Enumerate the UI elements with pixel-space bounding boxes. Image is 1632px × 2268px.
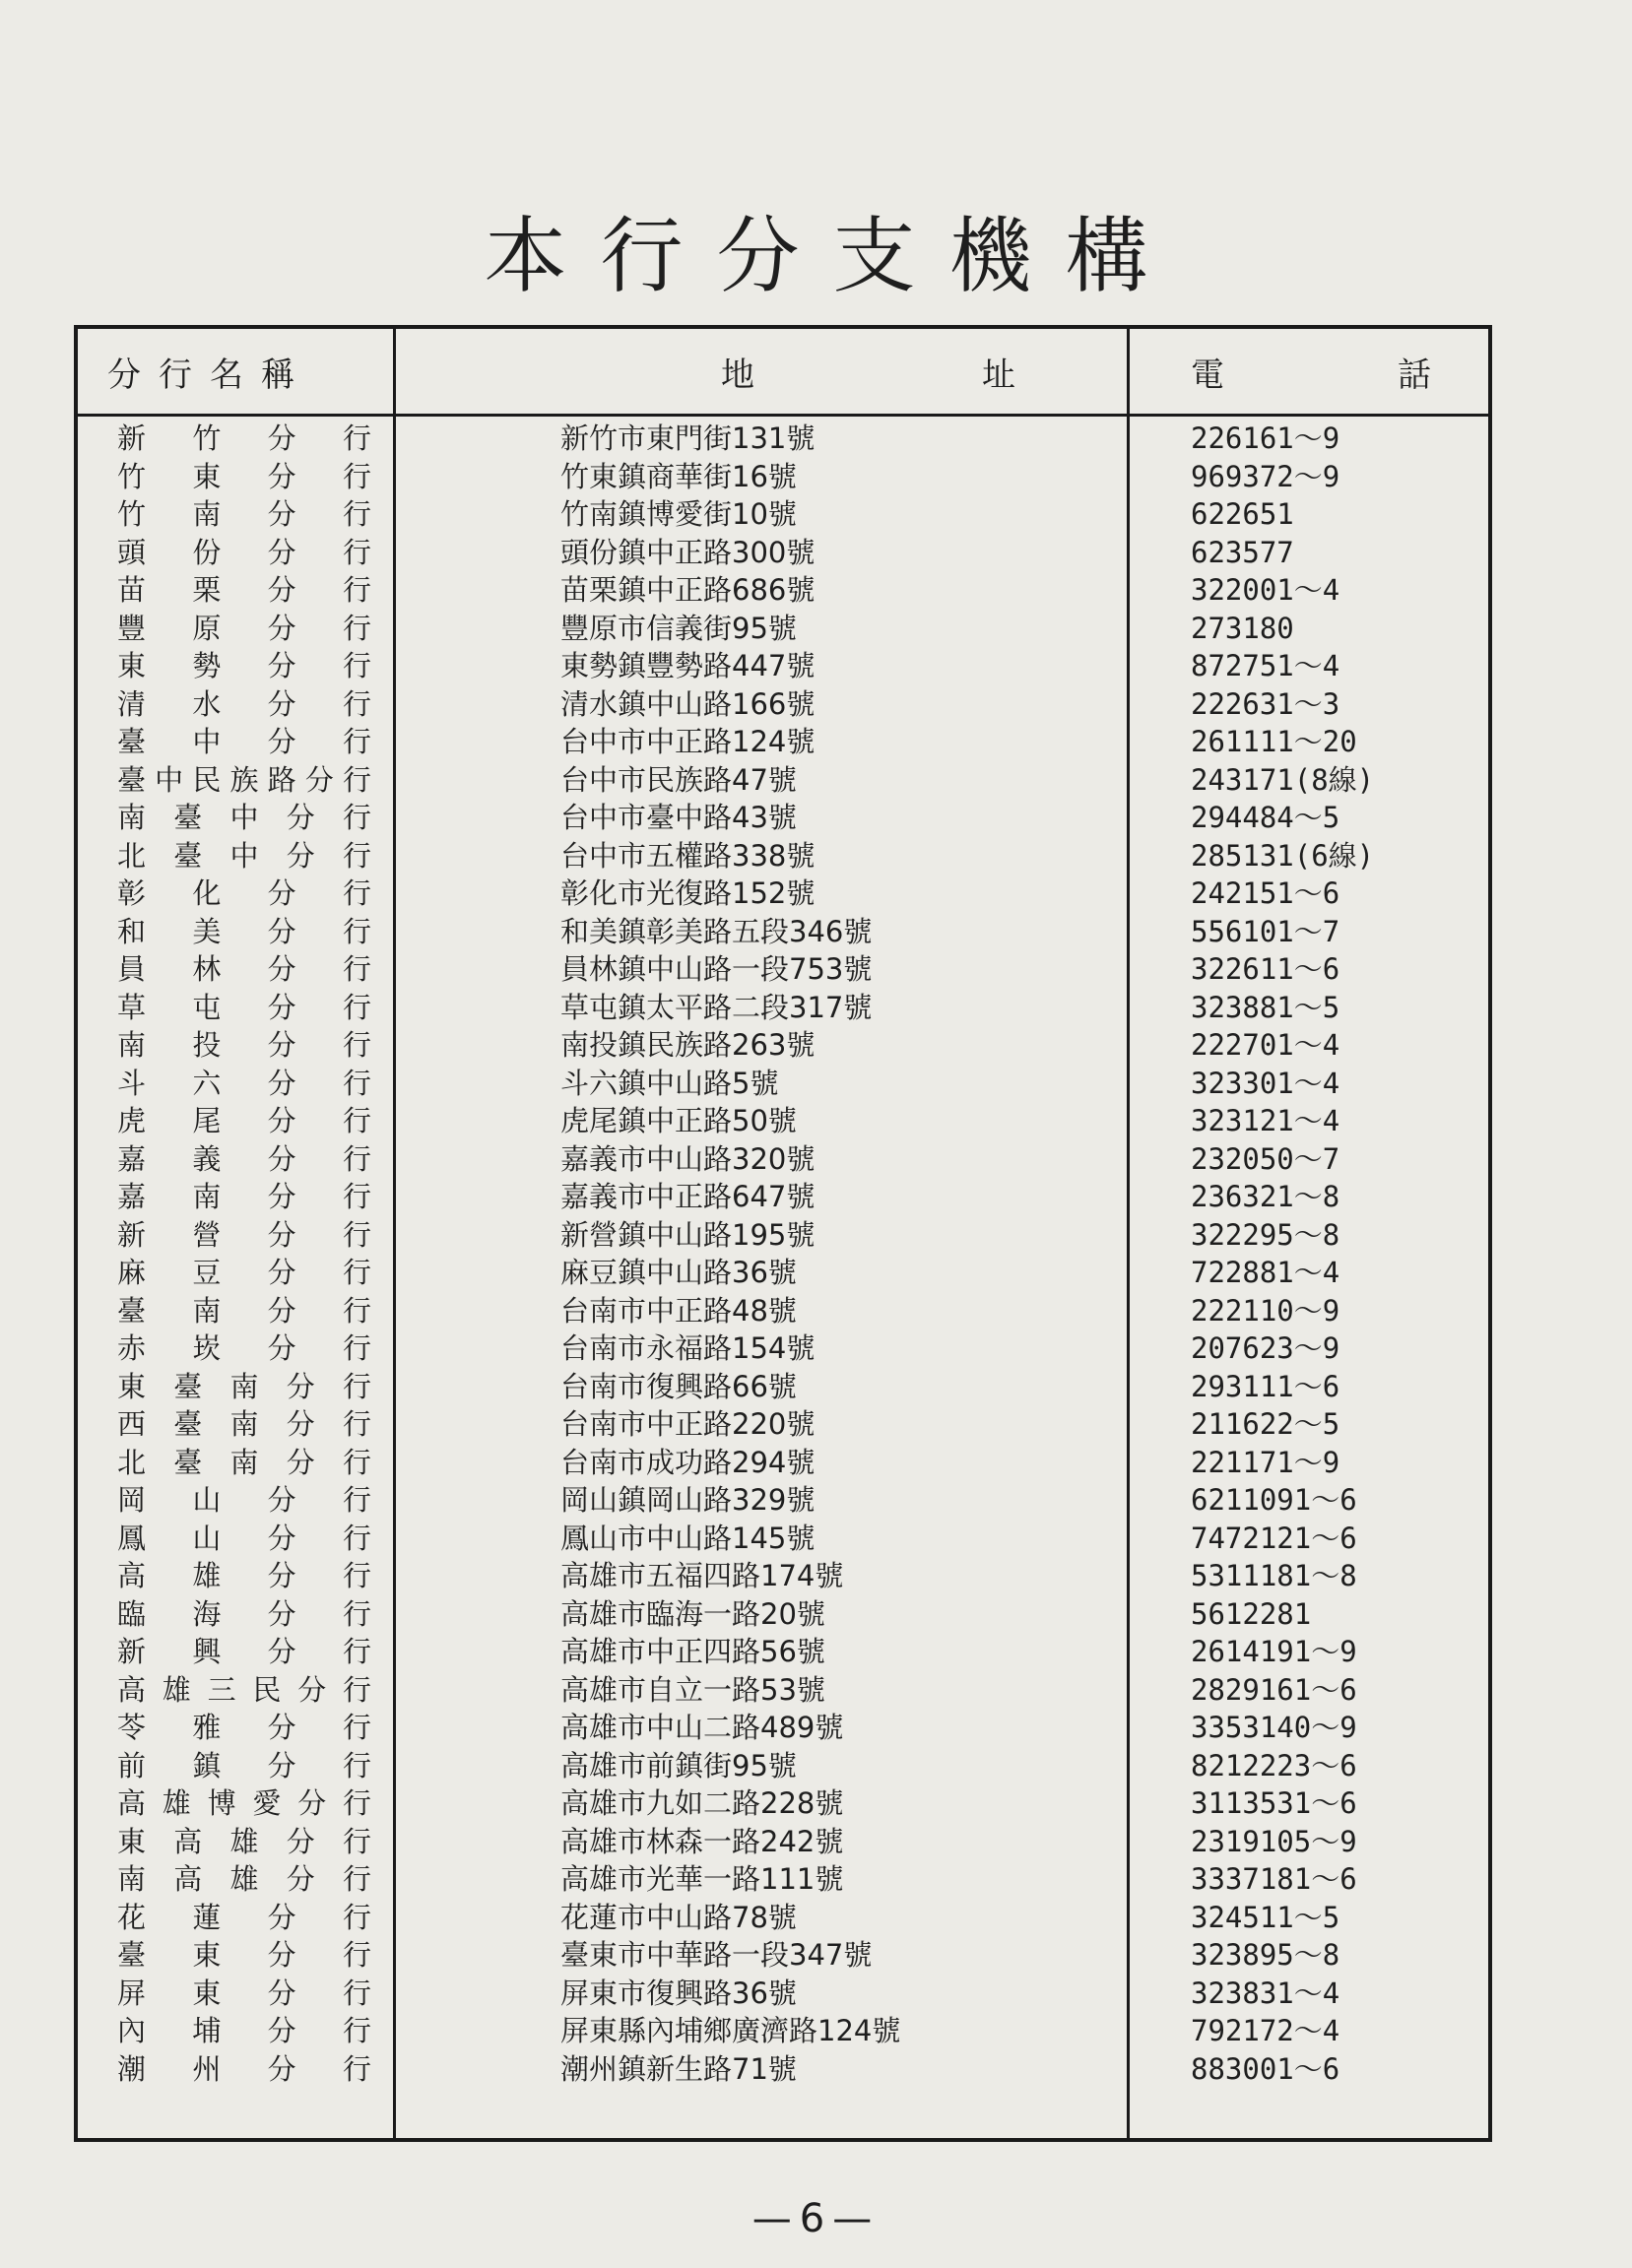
branch-name: 竹南分行: [117, 497, 371, 531]
branch-phone: 722881～4: [1191, 1256, 1340, 1289]
branch-phone: 207623～9: [1191, 1331, 1340, 1365]
branch-name: 鳳山分行: [117, 1521, 371, 1555]
table-row: [78, 1520, 1488, 1558]
branch-name: 內埔分行: [117, 2014, 371, 2047]
table-row: [78, 875, 1488, 913]
header-address: [396, 351, 1127, 400]
branch-address: 苗栗鎮中正路686號: [560, 573, 816, 607]
branch-address: 岡山鎮岡山路329號: [560, 1483, 816, 1517]
table-row: [78, 1026, 1488, 1065]
branch-name: 岡山分行: [117, 1483, 371, 1517]
branch-phone: 243171(8線): [1191, 762, 1375, 797]
table-row: [78, 458, 1488, 496]
branch-name: 東高雄分行: [117, 1824, 371, 1858]
branch-phone: 2614191～9: [1191, 1635, 1357, 1668]
branch-phone: 322295～8: [1191, 1217, 1340, 1252]
branch-address: 嘉義市中正路647號: [560, 1180, 816, 1213]
branch-address: 麻豆鎮中山路36號: [560, 1256, 797, 1289]
branch-address: 高雄市中正四路56號: [560, 1635, 825, 1668]
branch-table: [74, 325, 1492, 2142]
table-row: [78, 1633, 1488, 1671]
branch-phone: 2319105～9: [1191, 1824, 1357, 1858]
branch-phone: 872751～4: [1191, 649, 1340, 682]
branch-address: 新竹市東門街131號: [560, 421, 816, 455]
branch-name: 臺中分行: [117, 725, 371, 758]
header-divider: [78, 414, 1488, 417]
branch-address: 台中市民族路47號: [560, 762, 797, 797]
branch-phone: 293111～6: [1191, 1369, 1340, 1403]
branch-name: 東勢分行: [117, 649, 371, 682]
table-row: [78, 1557, 1488, 1595]
branch-name: 頭份分行: [117, 535, 371, 569]
branch-phone: 322611～6: [1191, 952, 1340, 986]
branch-phone: 3337181～6: [1191, 1862, 1357, 1896]
branch-address: 斗六鎮中山路5號: [560, 1066, 779, 1100]
branch-name: 北臺南分行: [117, 1445, 371, 1479]
table-row: [78, 1784, 1488, 1823]
branch-address: 潮州鎮新生路71號: [560, 2051, 797, 2086]
branch-phone: 323895～8: [1191, 1938, 1340, 1972]
branch-name: 新竹分行: [117, 421, 371, 455]
branch-address: 屏東縣內埔鄉廣濟路124號: [560, 2014, 901, 2047]
branch-phone: 285131(6線): [1191, 838, 1375, 873]
branch-address: 高雄市中山二路489號: [560, 1711, 844, 1744]
branch-phone: 622651: [1191, 497, 1294, 531]
branch-name: 南高雄分行: [117, 1862, 371, 1896]
branch-address: 虎尾鎮中正路50號: [560, 1104, 797, 1137]
table-row: [78, 2012, 1488, 2050]
table-row: [78, 1178, 1488, 1216]
branch-address: 高雄市九如二路228號: [560, 1786, 844, 1820]
branch-phone: 7472121～6: [1191, 1521, 1357, 1555]
table-row: [78, 420, 1488, 458]
branch-name: 南臺中分行: [117, 801, 371, 834]
header-phone: [1130, 351, 1492, 400]
table-row: [78, 495, 1488, 534]
branch-name: 草屯分行: [117, 990, 371, 1024]
branch-address: 高雄市光華一路111號: [560, 1862, 844, 1896]
table-row: [78, 913, 1488, 951]
page-title: 本行分支機構: [484, 208, 1182, 304]
branch-address: 高雄市五福四路174號: [560, 1559, 844, 1592]
branch-name: 北臺中分行: [117, 838, 371, 873]
branch-phone: 324511～5: [1191, 1900, 1340, 1934]
branch-phone: 3113531～6: [1191, 1786, 1357, 1820]
table-row: [78, 1254, 1488, 1292]
branch-phone: 322001～4: [1191, 573, 1340, 607]
branch-address: 臺東市中華路一段347號: [560, 1938, 873, 1972]
branch-name: 嘉義分行: [117, 1141, 371, 1176]
table-row: [78, 1595, 1488, 1634]
branch-name: 和美分行: [117, 914, 371, 948]
branch-address: 竹南鎮博愛街10號: [560, 497, 797, 531]
branch-phone: 222631～3: [1191, 686, 1340, 721]
branch-address: 高雄市臨海一路20號: [560, 1596, 825, 1631]
branch-phone: 242151～6: [1191, 876, 1340, 910]
branch-name: 麻豆分行: [117, 1256, 371, 1289]
branch-name: 彰化分行: [117, 876, 371, 910]
branch-name: 西臺南分行: [117, 1407, 371, 1441]
branch-address: 嘉義市中山路320號: [560, 1141, 816, 1176]
branch-name: 東臺南分行: [117, 1369, 371, 1403]
table-row: [78, 1405, 1488, 1444]
branch-name: 高雄博愛分行: [117, 1786, 371, 1820]
branch-phone: 294484～5: [1191, 801, 1340, 834]
table-row: [78, 1823, 1488, 1861]
branch-name: 南投分行: [117, 1028, 371, 1062]
table-row: [78, 1292, 1488, 1330]
table-row: [78, 1747, 1488, 1785]
table-row: [78, 799, 1488, 837]
branch-name: 屏東分行: [117, 1976, 371, 2010]
table-row: [78, 534, 1488, 572]
branch-phone: 2829161～6: [1191, 1672, 1357, 1707]
table-row: [78, 1368, 1488, 1406]
branch-phone: 5311181～8: [1191, 1559, 1357, 1592]
branch-name: 臺中民族路分行: [117, 762, 371, 797]
branch-phone: 323881～5: [1191, 990, 1340, 1024]
table-row: [78, 1444, 1488, 1482]
table-row: [78, 1975, 1488, 2013]
table-row: [78, 1140, 1488, 1179]
branch-name: 嘉南分行: [117, 1180, 371, 1213]
branch-name: 花蓮分行: [117, 1900, 371, 1934]
branch-phone: 323121～4: [1191, 1104, 1340, 1137]
branch-address: 花蓮市中山路78號: [560, 1900, 797, 1934]
table-row: [78, 610, 1488, 648]
branch-address: 彰化市光復路152號: [560, 876, 816, 910]
branch-name: 臺南分行: [117, 1293, 371, 1328]
header-phone-char-1: 電: [1191, 356, 1224, 395]
table-row: [78, 1671, 1488, 1710]
branch-address: 竹東鎮商華街16號: [560, 459, 797, 493]
branch-address: 台南市永福路154號: [560, 1331, 816, 1365]
table-row: [78, 989, 1488, 1027]
branch-address: 台南市中正路220號: [560, 1407, 816, 1441]
branch-phone: 6211091～6: [1191, 1483, 1357, 1517]
branch-address: 南投鎮民族路263號: [560, 1028, 816, 1062]
branch-phone: 969372～9: [1191, 459, 1340, 493]
branch-name: 苓雅分行: [117, 1711, 371, 1744]
branch-phone: 211622～5: [1191, 1407, 1340, 1441]
branch-phone: 623577: [1191, 535, 1294, 569]
branch-phone: 222701～4: [1191, 1028, 1340, 1062]
branch-name: 前鎮分行: [117, 1748, 371, 1782]
branch-address: 台中市臺中路43號: [560, 801, 797, 834]
header-phone-char-2: 話: [1398, 356, 1431, 395]
branch-name: 新營分行: [117, 1217, 371, 1252]
branch-phone: 232050～7: [1191, 1141, 1340, 1176]
branch-phone: 3353140～9: [1191, 1711, 1357, 1744]
table-row: [78, 1936, 1488, 1975]
branch-name: 虎尾分行: [117, 1104, 371, 1137]
table-row: [78, 1860, 1488, 1899]
branch-phone: 222110～9: [1191, 1293, 1340, 1328]
page-number: —6—: [751, 2196, 881, 2241]
table-row: [78, 837, 1488, 875]
branch-address: 豐原市信義街95號: [560, 611, 797, 645]
branch-phone: 556101～7: [1191, 914, 1340, 948]
branch-address: 台中市五權路338號: [560, 838, 816, 873]
branch-name: 豐原分行: [117, 611, 371, 645]
branch-address: 和美鎮彰美路五段346號: [560, 914, 873, 948]
table-row: [78, 1899, 1488, 1937]
branch-name: 員林分行: [117, 952, 371, 986]
branch-name: 潮州分行: [117, 2051, 371, 2086]
branch-name: 高雄三民分行: [117, 1672, 371, 1707]
branch-name: 赤崁分行: [117, 1331, 371, 1365]
branch-phone: 221171～9: [1191, 1445, 1340, 1479]
branch-phone: 5612281: [1191, 1596, 1312, 1631]
branch-phone: 261111～20: [1191, 725, 1357, 758]
table-row: [78, 1481, 1488, 1520]
table-row: [78, 1329, 1488, 1368]
branch-address: 高雄市自立一路53號: [560, 1672, 825, 1707]
branch-address: 台中市中正路124號: [560, 725, 816, 758]
branch-name: 高雄分行: [117, 1559, 371, 1592]
branch-address: 草屯鎮太平路二段317號: [560, 990, 873, 1024]
table-row: [78, 950, 1488, 989]
branch-name: 臨海分行: [117, 1596, 371, 1631]
table-row: [78, 1065, 1488, 1103]
branch-address: 高雄市林森一路242號: [560, 1824, 844, 1858]
branch-name: 竹東分行: [117, 459, 371, 493]
table-row: [78, 571, 1488, 610]
branch-address: 台南市中正路48號: [560, 1293, 797, 1328]
branch-address: 新營鎮中山路195號: [560, 1217, 816, 1252]
branch-name: 臺東分行: [117, 1938, 371, 1972]
branch-phone: 323831～4: [1191, 1976, 1340, 2010]
branch-phone: 323301～4: [1191, 1066, 1340, 1100]
branch-address: 台南市成功路294號: [560, 1445, 816, 1479]
branch-phone: 883001～6: [1191, 2051, 1340, 2086]
branch-name: 苗栗分行: [117, 573, 371, 607]
branch-name: 清水分行: [117, 686, 371, 721]
header-branch-name: 分行名稱: [107, 356, 312, 395]
branch-phone: 273180: [1191, 611, 1294, 645]
table-row: [78, 1102, 1488, 1140]
header-address-char-2: 址: [982, 356, 1015, 395]
branch-address: 清水鎮中山路166號: [560, 686, 816, 721]
branch-address: 鳳山市中山路145號: [560, 1521, 816, 1555]
table-row: [78, 1709, 1488, 1747]
branch-phone: 792172～4: [1191, 2014, 1340, 2047]
table-row: [78, 685, 1488, 724]
branch-name: 新興分行: [117, 1635, 371, 1668]
branch-address: 台南市復興路66號: [560, 1369, 797, 1403]
branch-phone: 236321～8: [1191, 1180, 1340, 1213]
branch-phone: 226161～9: [1191, 421, 1340, 455]
branch-name: 斗六分行: [117, 1066, 371, 1100]
branch-address: 高雄市前鎮街95號: [560, 1748, 797, 1782]
branch-address: 員林鎮中山路一段753號: [560, 952, 873, 986]
branch-address: 東勢鎮豐勢路447號: [560, 649, 816, 682]
table-row: [78, 723, 1488, 761]
branch-address: 頭份鎮中正路300號: [560, 535, 816, 569]
table-row: [78, 761, 1488, 800]
table-row: [78, 647, 1488, 685]
header-address-char-1: 地: [721, 356, 754, 395]
table-row: [78, 1216, 1488, 1255]
branch-phone: 8212223～6: [1191, 1748, 1357, 1782]
branch-address: 屏東市復興路36號: [560, 1976, 797, 2010]
table-row: [78, 2050, 1488, 2089]
